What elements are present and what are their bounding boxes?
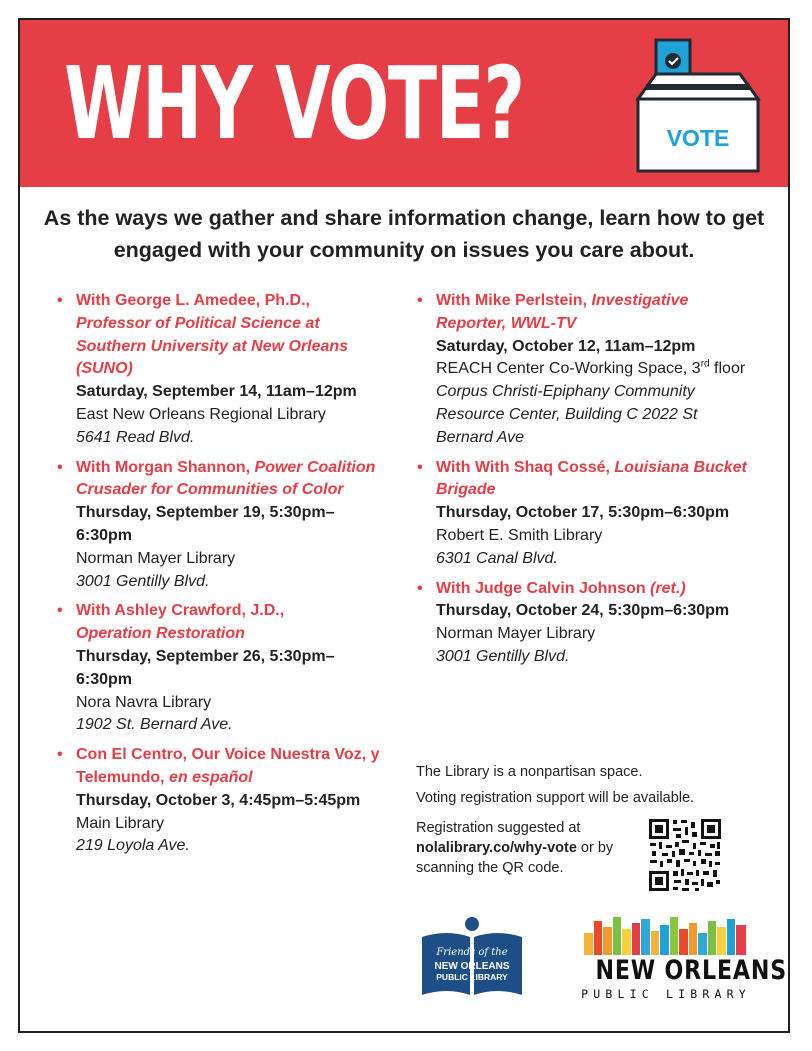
event-speaker-title: Louisiana Bucket Brigade <box>436 458 747 499</box>
event-list-right <box>416 290 756 676</box>
friends-logo-line3: PUBLIC LIBRARY <box>436 972 508 982</box>
registration-text-tail: or by scanning the QR code. <box>416 840 614 876</box>
event-speaker-title: Professor of Political Science at Southern University at New Orleans (SUNO) <box>76 314 349 378</box>
bullet: • <box>417 292 423 309</box>
header-banner <box>20 20 788 187</box>
registration-link[interactable]: nolalibrary.co/why-vote <box>416 840 577 856</box>
event-location: Norman Mayer Library <box>76 549 236 567</box>
event-speaker: With George L. Amedee, Ph.D., <box>76 292 310 309</box>
bullet: • <box>57 458 63 476</box>
book-spines-icon <box>580 915 752 955</box>
event-address: 5641 Read Blvd. <box>76 428 195 446</box>
event-address: 1902 St. Bernard Ave. <box>76 716 233 734</box>
event-location: REACH Center Co-Working Space, 3 <box>436 360 701 378</box>
event-speaker: With Ashley Crawford, J.D., <box>76 602 285 620</box>
support-note: Voting registration support will be available. <box>416 790 695 806</box>
event-item <box>56 457 386 594</box>
friends-of-library-logo <box>417 915 527 1001</box>
event-item <box>56 290 386 450</box>
event-item <box>56 600 386 737</box>
page-title: WHY VOTE? <box>64 45 524 162</box>
event-speaker-title: en español <box>169 768 253 786</box>
event-datetime: Saturday, October 12, 11am–12pm <box>436 337 696 355</box>
bullet: • <box>57 746 63 764</box>
event-location-floor: floor <box>709 360 746 378</box>
library-logo-name: NEW ORLEANS <box>595 955 788 986</box>
event-datetime: Thursday, September 26, 5:30pm–6:30pm <box>76 647 335 688</box>
event-location: Main Library <box>76 814 165 832</box>
event-address: Corpus Christi-Epiphany Community Resource Center, Building C 2022 St Bernard Ave <box>436 383 698 446</box>
bullet: • <box>417 579 423 597</box>
event-address: 6301 Canal Blvd. <box>436 549 558 567</box>
event-item <box>416 290 756 450</box>
event-speaker-title: Operation Restoration <box>76 625 245 643</box>
event-datetime: Thursday, September 19, 5:30pm–6:30pm <box>76 504 335 544</box>
event-address: 3001 Gentilly Blvd. <box>436 647 570 665</box>
event-location: Norman Mayer Library <box>436 625 596 643</box>
qr-code-icon[interactable] <box>648 818 722 892</box>
bullet: • <box>417 458 423 476</box>
event-location: Nora Navra Library <box>76 693 212 711</box>
bullet: • <box>57 292 63 309</box>
event-address: 3001 Gentilly Blvd. <box>76 572 210 590</box>
event-datetime: Thursday, October 24, 5:30pm–6:30pm <box>436 602 730 620</box>
ordinal-suffix: rd <box>700 359 710 371</box>
friends-logo-line2: NEW ORLEANS <box>434 961 510 972</box>
event-speaker: With Morgan Shannon, <box>76 458 251 476</box>
event-item <box>56 744 386 858</box>
ballot-box-icon <box>628 34 768 174</box>
event-location: East New Orleans Regional Library <box>76 405 326 423</box>
event-speaker: Con El Centro, Our Voice Nuestra Voz, y Telemundo, <box>76 746 380 786</box>
event-speaker: With Mike Perlstein, <box>436 292 587 309</box>
friends-logo-line1: Friends of the <box>436 947 508 958</box>
event-datetime: Thursday, October 3, 4:45pm–5:45pm <box>76 791 361 809</box>
nonpartisan-note: The Library is a nonpartisan space. <box>416 764 643 780</box>
registration-note <box>416 818 641 878</box>
event-speaker-title: Investigative Reporter, WWL-TV <box>436 292 689 332</box>
event-speaker: With With Shaq Cossé, <box>436 458 610 476</box>
event-speaker-title: Power Coalition Crusader for Communities of Color <box>76 458 376 499</box>
intro-text: As the ways we gather and share information change, learn how to get engaged with your community on issues you care about. <box>43 206 765 262</box>
event-address: 219 Loyola Ave. <box>76 837 190 855</box>
ballot-box-label: VOTE <box>666 125 730 151</box>
event-speaker-title: (ret.) <box>650 579 686 597</box>
event-datetime: Saturday, September 14, 11am–12pm <box>76 383 357 401</box>
flyer-frame <box>18 18 790 1033</box>
event-item <box>416 578 756 669</box>
library-logo <box>580 915 788 1005</box>
event-item <box>416 457 756 571</box>
event-list-left <box>56 290 386 865</box>
event-location: Robert E. Smith Library <box>436 526 603 544</box>
event-speaker: With Judge Calvin Johnson <box>436 579 646 597</box>
bullet: • <box>57 602 63 620</box>
event-datetime: Thursday, October 17, 5:30pm–6:30pm <box>436 504 730 522</box>
library-logo-subtitle: PUBLIC LIBRARY <box>581 987 751 1001</box>
registration-text: Registration suggested at <box>416 820 581 836</box>
